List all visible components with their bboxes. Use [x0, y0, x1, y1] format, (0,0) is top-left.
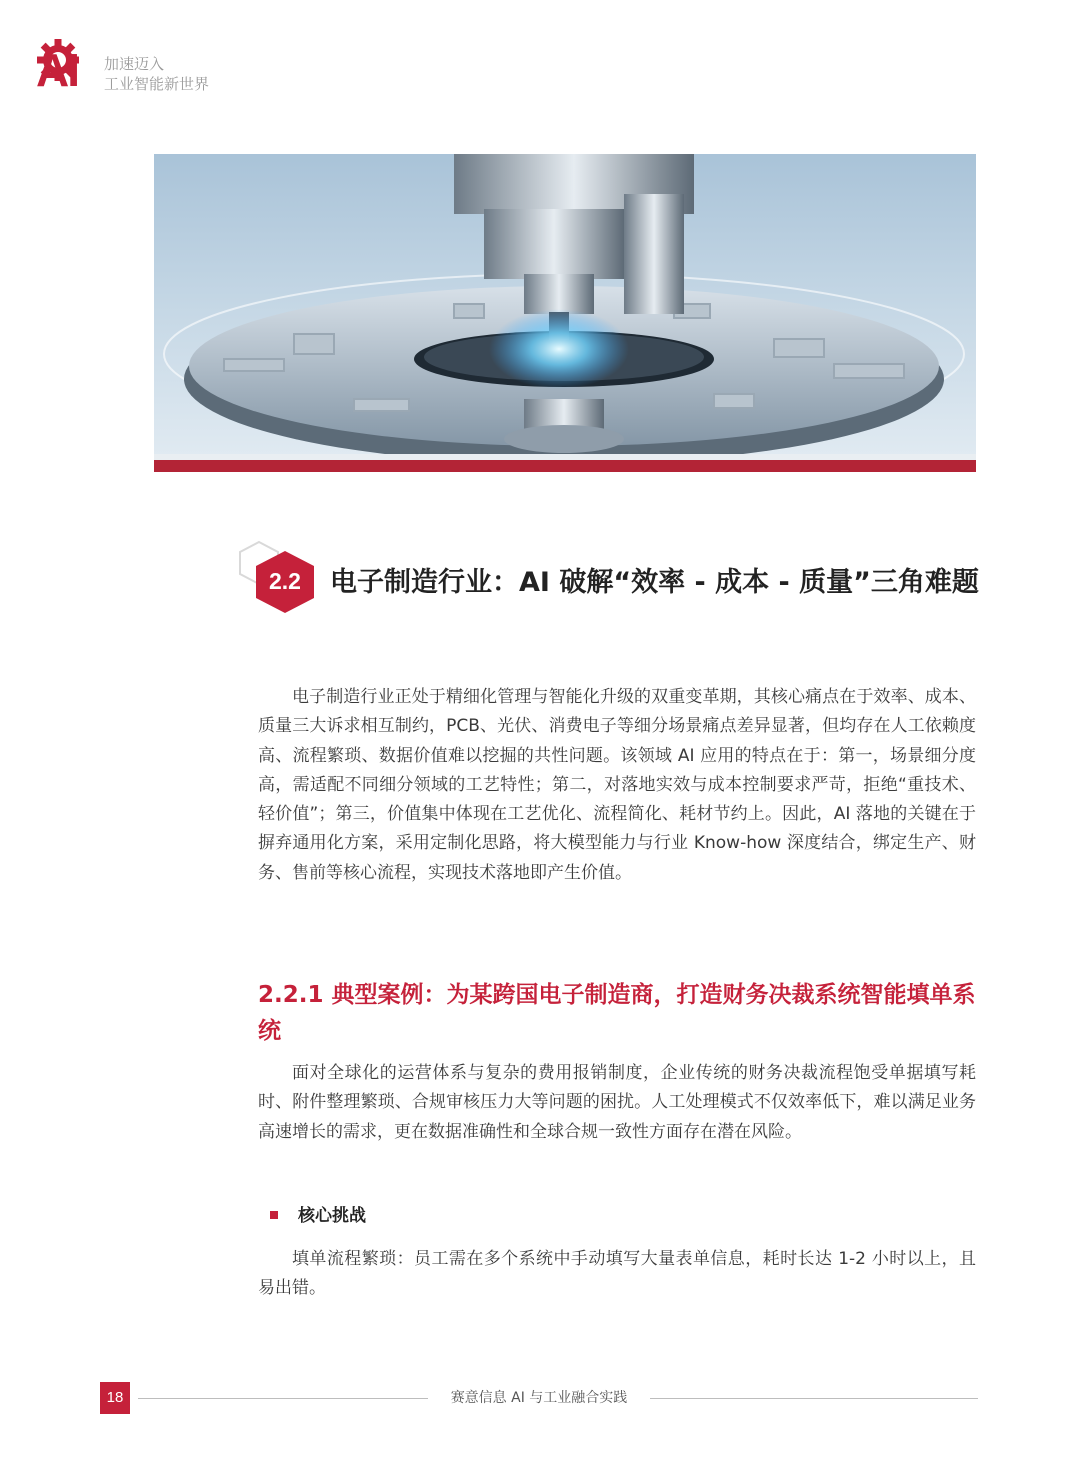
section-intro-paragraph: 电子制造行业正处于精细化管理与智能化升级的双重变革期，其核心痛点在于效率、成本、质量三大诉求相互制约，PCB、光伏、消费电子等细分场景痛点差异显著，但均存在人工依赖度高、流程繁琐、数据价值难以挖掘的共性问题。该领域 AI 应用的特点在于：第一，场景细分度高，需适配不同细分领域的工艺特性；第二，对落地实效与成本控制要求严苛，拒绝“重技术、轻价值”；第三，价值集中体现在工艺优化、流程简化、耗材节约上。因此，AI 落地的关键在于摒弃通用化方案，采用定制化思路，将大模型能力与行业 Know-how 深度结合，绑定生产、财务、售前等核心流程，实现技术落地即产生价值。: [258, 687, 976, 883]
section-title: 电子制造行业：AI 破解“效率 - 成本 - 质量”三角难题: [330, 567, 979, 598]
hero-image: [154, 154, 976, 472]
footer-divider-right: [650, 1398, 978, 1399]
bullet-body-paragraph: 填单流程繁琐：员工需在多个系统中手动填写大量表单信息，耗时长达 1-2 小时以上，且易出错。: [258, 1249, 976, 1299]
header-logo: [34, 38, 244, 98]
bullet-label: 核心挑战: [298, 1206, 366, 1226]
logo-ai-text: AI: [36, 44, 78, 96]
footer-doc-title: 赛意信息 AI 与工业融合实践: [450, 1390, 628, 1406]
tagline-line-2: 工业智能新世界: [104, 75, 210, 93]
footer-divider-left: [138, 1398, 428, 1399]
page-number: 18: [100, 1382, 130, 1414]
electronics-manufacturing-icon: [154, 154, 976, 472]
tagline-line-1: 加速迈入: [104, 55, 165, 73]
logo-tagline: [104, 54, 209, 94]
subsection-title: 2.2.1 典型案例：为某跨国电子制造商，打造财务决裁系统智能填单系统: [258, 982, 976, 1044]
section-number: 2.2: [269, 568, 301, 594]
subsection-body-paragraph: 面对全球化的运营体系与复杂的费用报销制度，企业传统的财务决裁流程饱受单据填写耗时、附件整理繁琐、合规审核压力大等问题的困扰。人工处理模式不仅效率低下，难以满足业务高速增长的需求，更在数据准确性和全球合规一致性方面存在潜在风险。: [258, 1063, 976, 1142]
bullet-square-icon: [270, 1211, 278, 1219]
